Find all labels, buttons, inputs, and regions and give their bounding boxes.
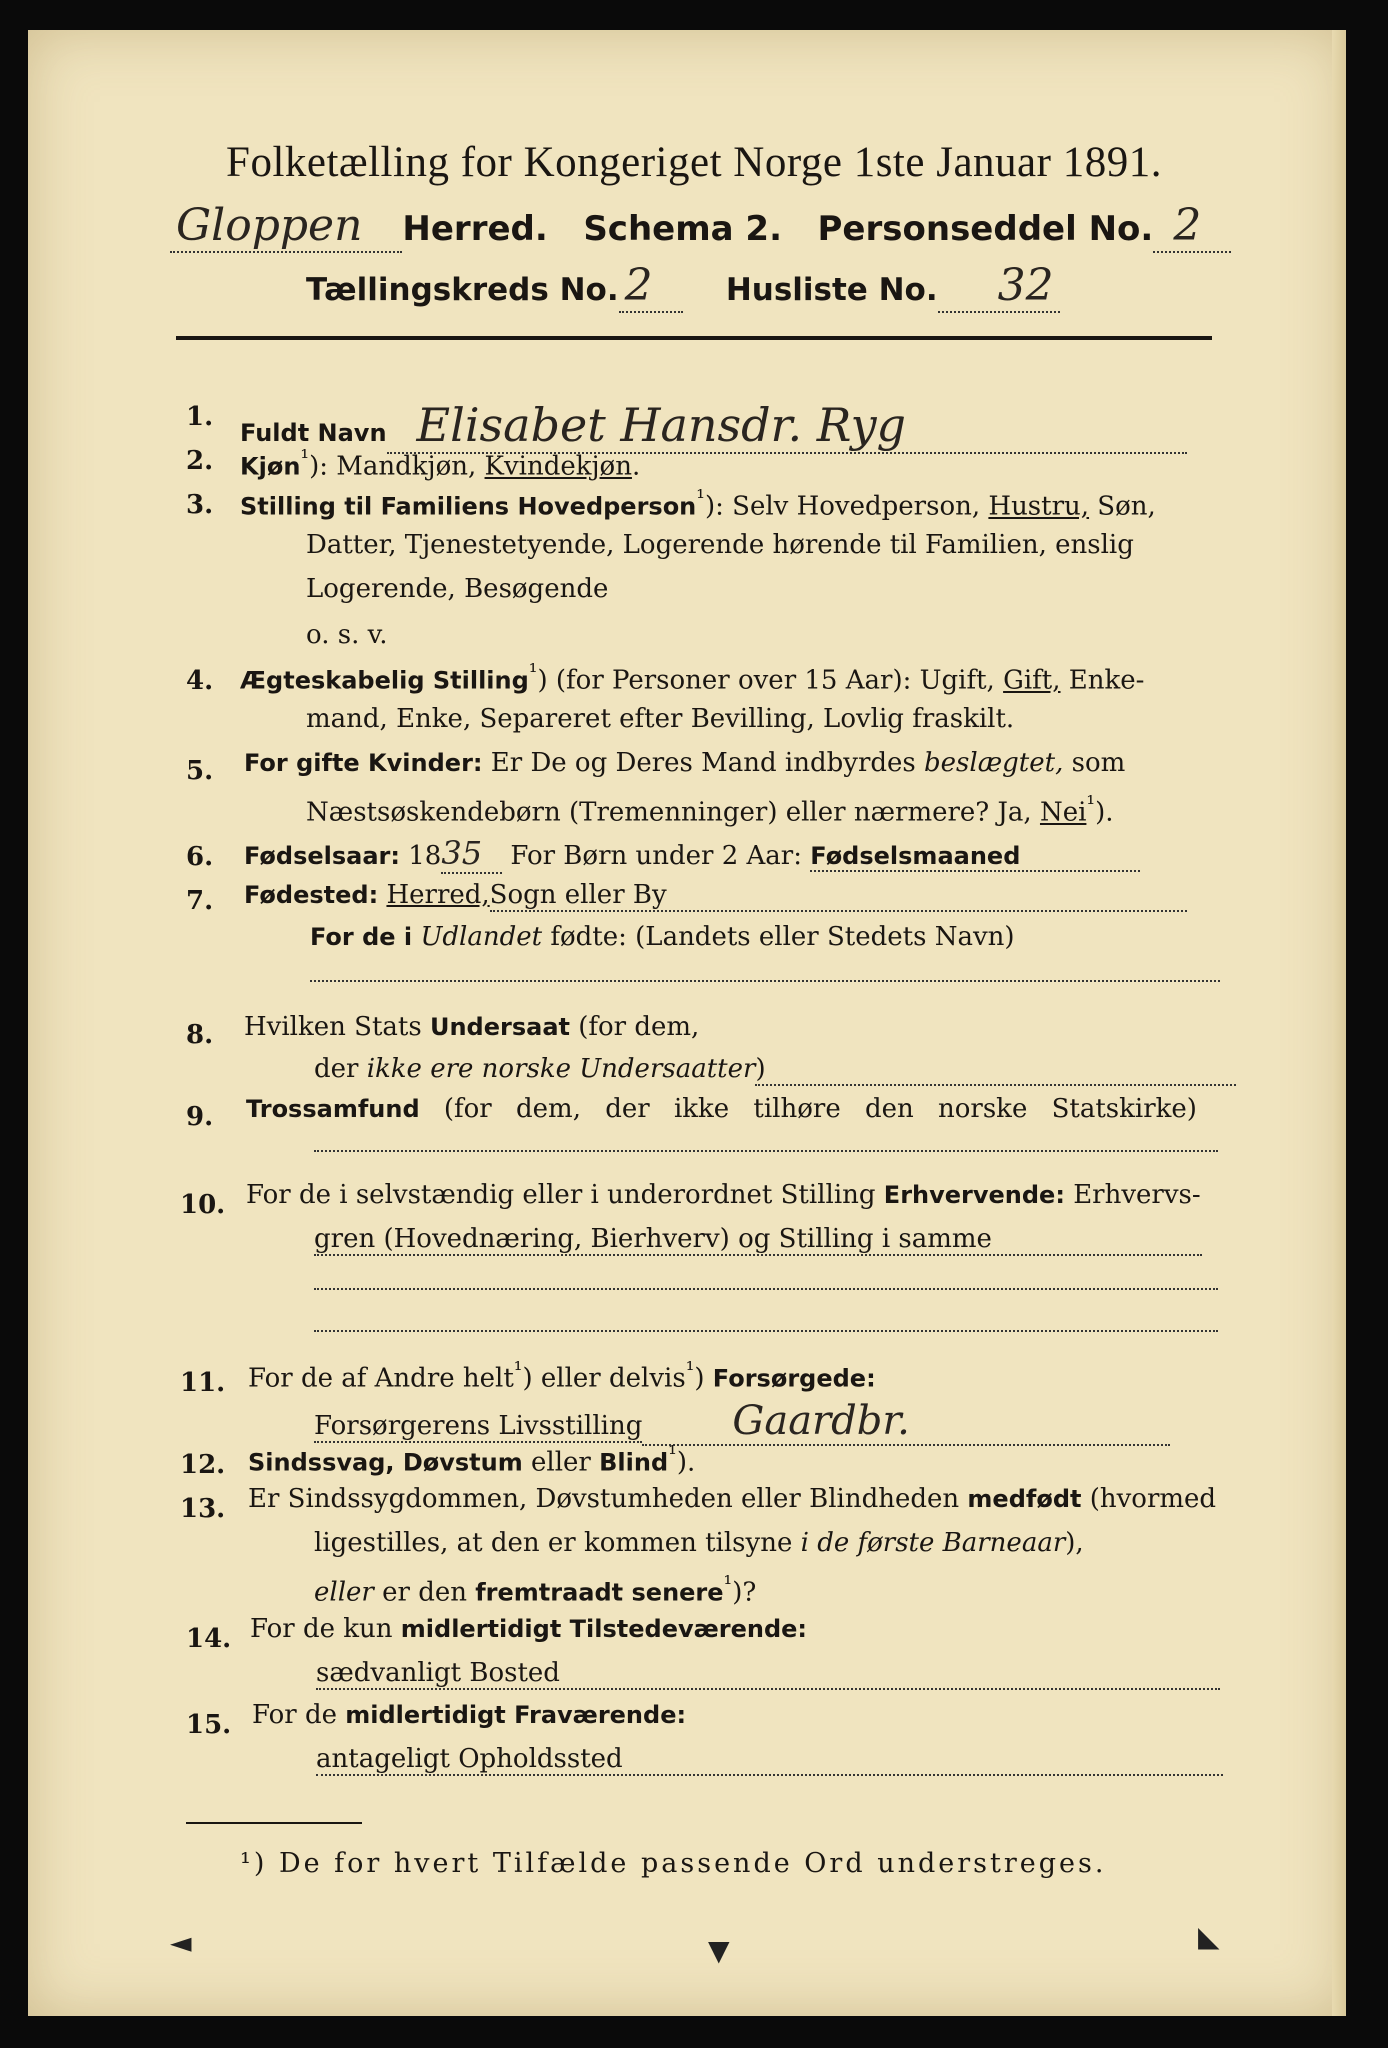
footnote: ¹) De for hvert Tilfælde passende Ord understreges.: [240, 1848, 1107, 1879]
field-9-text: (for dem, der ikke tilhøre den norske Statskirke): [419, 1094, 1197, 1124]
field-13-eller: eller: [314, 1577, 374, 1608]
field-10-text-b: Erhvervs-: [1064, 1180, 1201, 1210]
field-12-number: 12.: [180, 1450, 226, 1480]
field-8-undersaatter: ikke ere norske Undersaatter: [366, 1054, 756, 1084]
field-4-number: 4.: [186, 666, 214, 696]
field-5-text-b: som: [1063, 748, 1126, 778]
field-13: [248, 1484, 1216, 1514]
field-13-label: medfødt: [967, 1485, 1082, 1513]
field-7-blank-line: [310, 980, 1220, 982]
field-10-line2: [314, 1224, 1202, 1256]
field-5-nei: Nei: [1039, 797, 1087, 828]
field-15-label: midlertidigt Fraværende:: [345, 1701, 687, 1729]
field-3: [240, 486, 1156, 522]
field-8-line2-end: ): [755, 1054, 1235, 1086]
field-7-number: 7.: [186, 886, 214, 916]
field-11-text: For de af Andre helt: [248, 1363, 514, 1394]
field-3-text: ): Selv Hovedperson,: [704, 491, 989, 522]
field-3-label: Stilling til Familiens Hovedperson: [240, 492, 697, 521]
field-7-herred: Herred,: [386, 880, 490, 910]
sup: ¹: [300, 446, 310, 471]
field-7-text: Sogn eller By: [490, 880, 1187, 912]
field-8: [244, 1012, 699, 1042]
header-line-kreds: [306, 260, 1060, 313]
field-11-label: Forsørgede:: [712, 1364, 876, 1393]
field-1-value: Elisabet Hansdr. Ryg: [387, 398, 1187, 454]
header-line-herred: [170, 200, 1231, 253]
field-3-line2: Datter, Tjenestetyende, Logerende hørende til Familien, enslig: [306, 530, 1134, 560]
field-2-kvindekjon: Kvindekjøn: [484, 451, 632, 482]
sup: ¹: [685, 1358, 695, 1383]
field-13-line3-end: )?: [732, 1577, 757, 1608]
field-13-line2: [314, 1528, 1084, 1558]
field-5-beslaegtet: beslægtet,: [924, 748, 1064, 778]
sup: ¹: [528, 660, 538, 685]
field-13-text: Er Sindssygdommen, Døvstumheden eller Blindheden: [248, 1484, 968, 1514]
field-12-label2: Blind: [599, 1448, 669, 1477]
field-9: [246, 1094, 1197, 1124]
field-4-text: ) (for Personer over 15 Aar): Ugift,: [537, 665, 1004, 696]
field-11-value: Gaardbr.: [642, 1398, 1169, 1446]
field-10-label: Erhvervende:: [883, 1181, 1065, 1209]
field-11: [248, 1358, 876, 1394]
field-6-prefix: 18: [400, 841, 442, 871]
field-8-number: 8.: [186, 1020, 214, 1050]
herred-value: Gloppen: [170, 200, 402, 253]
corner-mark-right: ◣: [1198, 1920, 1220, 1953]
corner-mark-left: ◄: [170, 1926, 192, 1959]
sup: ¹: [668, 1442, 677, 1467]
field-12: Sindssvag, Døvstum eller Blind$^{^1}$).: [248, 1442, 696, 1478]
field-7-label: Fødested:: [244, 881, 379, 909]
field-7-line2-end: fødte: (Landets eller Stedets Navn): [542, 922, 1015, 952]
field-6-value: 35: [441, 834, 502, 874]
footnote-rule: [186, 1822, 362, 1824]
field-4-label: Ægteskabelig Stilling: [240, 666, 529, 695]
header-rule: [176, 336, 1212, 340]
field-10: [246, 1180, 1201, 1210]
field-11-line2: [314, 1398, 1170, 1446]
field-9-number: 9.: [186, 1102, 214, 1132]
field-2-number: 2.: [186, 446, 214, 476]
field-9-blank-line: [314, 1150, 1218, 1152]
field-7-line2: [310, 922, 1015, 952]
field-4-line2: mand, Enke, Separeret efter Bevilling, Lovlig fraskilt.: [306, 704, 1015, 734]
sup: ¹: [1086, 792, 1096, 817]
field-2-label: Kjøn: [240, 452, 301, 481]
field-7-line2-text: For de i: [310, 923, 421, 951]
field-11-number: 11.: [180, 1368, 226, 1398]
field-15: [252, 1700, 686, 1730]
field-4-text-b: Enke-: [1060, 665, 1145, 696]
field-8-line2-text: der: [314, 1054, 367, 1084]
kreds-value: 2: [619, 260, 683, 313]
field-6-label: Fødselsaar:: [244, 842, 400, 870]
field-5: [244, 748, 1125, 778]
form-title: Folketælling for Kongeriget Norge 1ste Januar 1891.: [226, 139, 1162, 186]
field-8-label: Undersaat: [429, 1013, 570, 1041]
field-13-line2-text: ligestilles, at den er kommen tilsyne: [314, 1528, 801, 1558]
field-5-line2-text: Næstsøskendebørn (Tremenninger) eller nærmere? Ja,: [306, 797, 1040, 828]
sup: ¹: [513, 1358, 523, 1383]
field-9-label: Trossamfund: [246, 1095, 420, 1123]
field-3-line4: o. s. v.: [306, 620, 388, 650]
field-8-text: Hvilken Stats: [244, 1012, 430, 1042]
personseddel-label: Personseddel No.: [817, 209, 1154, 249]
field-10-text: For de i selvstændig eller i underordnet Stilling: [246, 1180, 884, 1210]
field-13-line2-end: ),: [1065, 1528, 1084, 1558]
field-2-text: ): Mandkjøn,: [309, 451, 485, 482]
field-15-line2: [316, 1744, 1223, 1776]
field-12-text: eller: [522, 1447, 600, 1478]
field-8-text-b: (for dem,: [569, 1012, 700, 1042]
field-5-line2: [306, 792, 1114, 828]
schema-label: Schema 2.: [583, 209, 782, 249]
personseddel-value: 2: [1153, 200, 1231, 253]
field-5-text: Er De og Deres Mand indbyrdes: [482, 748, 925, 778]
field-13-line3-text: er den: [373, 1577, 476, 1608]
field-2: Kjøn$^{^1}$): Mandkjøn, Kvindekjøn.: [240, 446, 641, 482]
field-15-number: 15.: [186, 1710, 232, 1740]
field-14-line2-text: sædvanligt Bosted: [316, 1658, 1220, 1690]
field-5-label: For gifte Kvinder:: [244, 749, 483, 777]
sup: ¹: [696, 486, 705, 511]
field-10-number: 10.: [180, 1190, 226, 1220]
field-14-line2: [316, 1658, 1220, 1690]
center-mark: ▼: [708, 1934, 730, 1967]
field-5-number: 5.: [186, 756, 214, 786]
field-1-label: Fuldt Navn: [240, 419, 387, 447]
field-7-udlandet: Udlandet: [420, 922, 543, 952]
field-10-blank-line-2: [314, 1330, 1218, 1332]
field-13-senere: fremtraadt senere: [475, 1578, 724, 1607]
field-14: [250, 1614, 807, 1644]
field-14-label: midlertidigt Tilstedeværende:: [400, 1615, 808, 1643]
field-3-number: 3.: [186, 490, 214, 520]
field-3-line3: Logerende, Besøgende: [306, 574, 609, 604]
field-3-text-b: Søn,: [1089, 491, 1156, 522]
field-13-text-b: (hvormed: [1081, 1484, 1217, 1514]
sup: ¹: [723, 1572, 733, 1597]
field-1-number: 1.: [186, 402, 214, 432]
field-3-hustru: Hustru,: [988, 491, 1090, 522]
field-6: [244, 834, 1140, 874]
field-11-line2-text: Forsørgerens Livsstilling: [314, 1411, 643, 1441]
field-11-text-b: ) eller delvis: [522, 1363, 686, 1394]
field-10-blank-line-1: [314, 1288, 1218, 1290]
husliste-label: Husliste No.: [725, 272, 938, 308]
field-6-text: For Børn under 2 Aar:: [502, 841, 811, 871]
field-7: [244, 880, 1187, 912]
herred-label: Herred.: [402, 209, 548, 249]
field-14-number: 14.: [186, 1624, 232, 1654]
field-10-line2-text: gren (Hovednæring, Bierhverv) og Stilling i samme: [314, 1224, 1202, 1256]
field-13-line3: [314, 1572, 756, 1608]
field-6-number: 6.: [186, 842, 214, 872]
field-12-label: Sindssvag, Døvstum: [248, 1448, 523, 1477]
field-13-number: 13.: [180, 1494, 226, 1524]
field-13-barneaar: i de første Barneaar: [800, 1528, 1066, 1558]
field-6-label2: Fødselsmaaned: [810, 842, 1140, 872]
field-8-line2: [314, 1054, 1236, 1086]
field-14-text: For de kun: [250, 1614, 401, 1644]
field-15-line2-text: antageligt Opholdssted: [316, 1744, 1223, 1776]
husliste-value: 32: [938, 260, 1060, 313]
kreds-label: Tællingskreds No.: [306, 272, 619, 308]
field-4: [240, 660, 1144, 696]
field-11-text-c: ): [694, 1363, 713, 1394]
field-15-text: For de: [252, 1700, 346, 1730]
field-4-gift: Gift,: [1003, 665, 1061, 696]
field-5-line2-end: ).: [1095, 797, 1114, 828]
